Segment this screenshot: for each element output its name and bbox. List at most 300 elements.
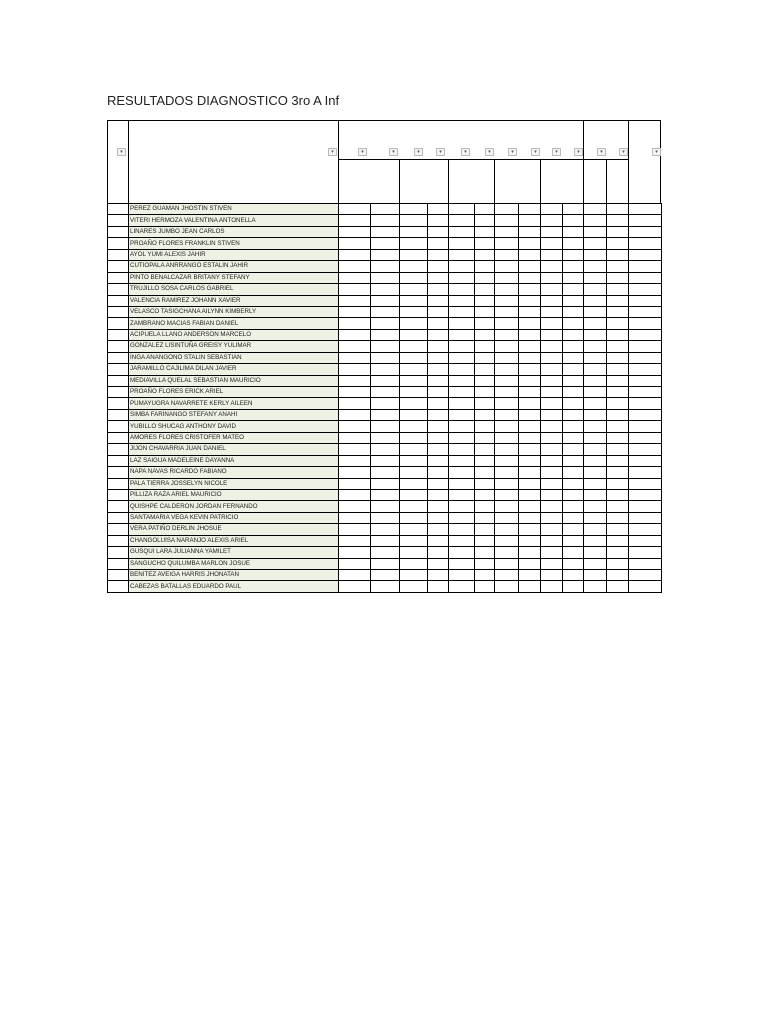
score-cell[interactable] xyxy=(400,284,428,295)
score-cell[interactable] xyxy=(519,421,541,432)
score-cell[interactable] xyxy=(584,398,607,409)
score-cell[interactable] xyxy=(475,535,495,546)
score-cell[interactable] xyxy=(475,558,495,569)
score-cell[interactable] xyxy=(563,501,584,512)
student-name-cell[interactable]: AMORES FLORES CRISTOFER MATEO xyxy=(129,432,339,443)
score-cell[interactable] xyxy=(339,570,371,581)
score-cell[interactable] xyxy=(584,524,607,535)
score-cell[interactable] xyxy=(495,295,519,306)
score-cell[interactable] xyxy=(541,272,563,283)
score-cell[interactable] xyxy=(519,535,541,546)
row-index-cell[interactable] xyxy=(108,558,129,569)
score-cell[interactable] xyxy=(339,272,371,283)
row-index-cell[interactable] xyxy=(108,409,129,420)
score-cell[interactable] xyxy=(428,341,449,352)
score-cell[interactable] xyxy=(428,226,449,237)
score-cell[interactable] xyxy=(563,215,584,226)
score-cell[interactable] xyxy=(371,409,400,420)
score-cell[interactable] xyxy=(371,387,400,398)
score-cell[interactable] xyxy=(495,409,519,420)
score-cell[interactable] xyxy=(400,352,428,363)
score-cell[interactable] xyxy=(449,204,475,215)
score-cell[interactable] xyxy=(584,284,607,295)
score-cell[interactable] xyxy=(629,432,662,443)
row-index-cell[interactable] xyxy=(108,455,129,466)
score-cell[interactable] xyxy=(339,512,371,523)
score-cell[interactable] xyxy=(339,204,371,215)
score-cell[interactable] xyxy=(449,444,475,455)
score-cell[interactable] xyxy=(495,558,519,569)
filter-dropdown-button[interactable]: ▾ xyxy=(508,148,517,156)
score-cell[interactable] xyxy=(519,547,541,558)
score-cell[interactable] xyxy=(629,535,662,546)
score-cell[interactable] xyxy=(563,558,584,569)
score-cell[interactable] xyxy=(495,272,519,283)
student-name-cell[interactable]: PILLIZA RAZA ARIEL MAURICIO xyxy=(129,489,339,500)
score-cell[interactable] xyxy=(371,226,400,237)
score-cell[interactable] xyxy=(563,398,584,409)
score-cell[interactable] xyxy=(400,306,428,317)
row-index-cell[interactable] xyxy=(108,352,129,363)
score-cell[interactable] xyxy=(563,478,584,489)
score-cell[interactable] xyxy=(563,375,584,386)
score-cell[interactable] xyxy=(339,432,371,443)
score-cell[interactable] xyxy=(475,238,495,249)
score-cell[interactable] xyxy=(584,512,607,523)
score-cell[interactable] xyxy=(519,581,541,592)
score-cell[interactable] xyxy=(371,524,400,535)
score-cell[interactable] xyxy=(541,226,563,237)
score-cell[interactable] xyxy=(563,318,584,329)
score-cell[interactable] xyxy=(475,547,495,558)
score-cell[interactable] xyxy=(475,387,495,398)
score-cell[interactable] xyxy=(541,306,563,317)
score-cell[interactable] xyxy=(541,524,563,535)
score-cell[interactable] xyxy=(607,570,629,581)
score-cell[interactable] xyxy=(371,329,400,340)
score-cell[interactable] xyxy=(541,467,563,478)
row-index-cell[interactable] xyxy=(108,478,129,489)
score-cell[interactable] xyxy=(475,409,495,420)
score-cell[interactable] xyxy=(629,375,662,386)
score-cell[interactable] xyxy=(519,249,541,260)
score-cell[interactable] xyxy=(629,581,662,592)
student-name-cell[interactable]: VERA PATIÑO DERLIN JHOSUE xyxy=(129,524,339,535)
score-cell[interactable] xyxy=(428,261,449,272)
score-cell[interactable] xyxy=(607,329,629,340)
score-cell[interactable] xyxy=(428,329,449,340)
student-name-cell[interactable]: BENITEZ AVEIGA HARRIS JHONATAN xyxy=(129,570,339,581)
score-cell[interactable] xyxy=(475,375,495,386)
score-cell[interactable] xyxy=(428,398,449,409)
score-cell[interactable] xyxy=(495,432,519,443)
score-cell[interactable] xyxy=(495,238,519,249)
score-cell[interactable] xyxy=(339,341,371,352)
score-cell[interactable] xyxy=(629,261,662,272)
score-cell[interactable] xyxy=(449,558,475,569)
score-cell[interactable] xyxy=(339,352,371,363)
row-index-cell[interactable] xyxy=(108,547,129,558)
score-cell[interactable] xyxy=(371,455,400,466)
score-cell[interactable] xyxy=(400,467,428,478)
score-cell[interactable] xyxy=(607,318,629,329)
filter-dropdown-button[interactable]: ▾ xyxy=(436,148,445,156)
score-cell[interactable] xyxy=(475,364,495,375)
score-cell[interactable] xyxy=(607,581,629,592)
student-name-cell[interactable]: VELASCO TASIGCHANA AILYNN KIMBERLY xyxy=(129,306,339,317)
score-cell[interactable] xyxy=(541,421,563,432)
score-cell[interactable] xyxy=(428,272,449,283)
student-name-cell[interactable]: PROAÑO FLORES FRANKLIN STIVEN xyxy=(129,238,339,249)
score-cell[interactable] xyxy=(428,501,449,512)
filter-dropdown-button[interactable]: ▾ xyxy=(652,148,661,156)
score-cell[interactable] xyxy=(607,249,629,260)
score-cell[interactable] xyxy=(495,261,519,272)
score-cell[interactable] xyxy=(563,409,584,420)
score-cell[interactable] xyxy=(339,375,371,386)
score-cell[interactable] xyxy=(495,444,519,455)
score-cell[interactable] xyxy=(475,329,495,340)
score-cell[interactable] xyxy=(428,524,449,535)
score-cell[interactable] xyxy=(339,421,371,432)
score-cell[interactable] xyxy=(400,581,428,592)
score-cell[interactable] xyxy=(519,306,541,317)
row-index-cell[interactable] xyxy=(108,512,129,523)
score-cell[interactable] xyxy=(400,535,428,546)
score-cell[interactable] xyxy=(584,352,607,363)
score-cell[interactable] xyxy=(563,352,584,363)
score-cell[interactable] xyxy=(541,364,563,375)
score-cell[interactable] xyxy=(475,467,495,478)
score-cell[interactable] xyxy=(541,409,563,420)
score-cell[interactable] xyxy=(449,284,475,295)
score-cell[interactable] xyxy=(371,444,400,455)
score-cell[interactable] xyxy=(339,409,371,420)
filter-dropdown-button[interactable]: ▾ xyxy=(531,148,540,156)
score-cell[interactable] xyxy=(475,432,495,443)
score-cell[interactable] xyxy=(495,226,519,237)
student-name-cell[interactable]: QUISHPE CALDERON JORDAN FERNANDO xyxy=(129,501,339,512)
score-cell[interactable] xyxy=(400,215,428,226)
score-cell[interactable] xyxy=(428,238,449,249)
score-cell[interactable] xyxy=(584,489,607,500)
score-cell[interactable] xyxy=(371,318,400,329)
score-cell[interactable] xyxy=(519,375,541,386)
score-cell[interactable] xyxy=(475,524,495,535)
score-cell[interactable] xyxy=(449,489,475,500)
score-cell[interactable] xyxy=(428,215,449,226)
score-cell[interactable] xyxy=(400,444,428,455)
score-cell[interactable] xyxy=(519,524,541,535)
score-cell[interactable] xyxy=(339,455,371,466)
score-cell[interactable] xyxy=(541,261,563,272)
score-cell[interactable] xyxy=(541,547,563,558)
score-cell[interactable] xyxy=(475,570,495,581)
score-cell[interactable] xyxy=(449,318,475,329)
score-cell[interactable] xyxy=(584,455,607,466)
score-cell[interactable] xyxy=(607,364,629,375)
score-cell[interactable] xyxy=(607,204,629,215)
score-cell[interactable] xyxy=(449,352,475,363)
score-cell[interactable] xyxy=(449,272,475,283)
score-cell[interactable] xyxy=(339,364,371,375)
row-index-cell[interactable] xyxy=(108,238,129,249)
score-cell[interactable] xyxy=(519,432,541,443)
score-cell[interactable] xyxy=(519,238,541,249)
score-cell[interactable] xyxy=(541,204,563,215)
score-cell[interactable] xyxy=(607,478,629,489)
score-cell[interactable] xyxy=(584,306,607,317)
score-cell[interactable] xyxy=(541,558,563,569)
score-cell[interactable] xyxy=(400,375,428,386)
score-cell[interactable] xyxy=(495,421,519,432)
score-cell[interactable] xyxy=(629,512,662,523)
score-cell[interactable] xyxy=(584,364,607,375)
score-cell[interactable] xyxy=(495,364,519,375)
score-cell[interactable] xyxy=(449,432,475,443)
score-cell[interactable] xyxy=(541,375,563,386)
score-cell[interactable] xyxy=(449,409,475,420)
score-cell[interactable] xyxy=(475,489,495,500)
score-cell[interactable] xyxy=(371,272,400,283)
score-cell[interactable] xyxy=(584,215,607,226)
score-cell[interactable] xyxy=(607,535,629,546)
score-cell[interactable] xyxy=(629,501,662,512)
score-cell[interactable] xyxy=(400,512,428,523)
score-cell[interactable] xyxy=(541,432,563,443)
score-cell[interactable] xyxy=(495,284,519,295)
score-cell[interactable] xyxy=(541,512,563,523)
score-cell[interactable] xyxy=(607,467,629,478)
score-cell[interactable] xyxy=(629,318,662,329)
score-cell[interactable] xyxy=(519,558,541,569)
score-cell[interactable] xyxy=(607,272,629,283)
score-cell[interactable] xyxy=(339,318,371,329)
score-cell[interactable] xyxy=(475,341,495,352)
score-cell[interactable] xyxy=(629,558,662,569)
student-name-cell[interactable]: JIJON CHAVARRIA JUAN DANIEL xyxy=(129,444,339,455)
student-name-cell[interactable]: CUTIOPALA ANRRANGO ESTALIN JAHIR xyxy=(129,261,339,272)
score-cell[interactable] xyxy=(607,387,629,398)
score-cell[interactable] xyxy=(495,547,519,558)
student-name-cell[interactable]: VITERI HERMOZA VALENTINA ANTONELLA xyxy=(129,215,339,226)
row-index-cell[interactable] xyxy=(108,444,129,455)
filter-dropdown-button[interactable]: ▾ xyxy=(485,148,494,156)
score-cell[interactable] xyxy=(339,387,371,398)
score-cell[interactable] xyxy=(475,249,495,260)
score-cell[interactable] xyxy=(541,329,563,340)
score-cell[interactable] xyxy=(519,409,541,420)
score-cell[interactable] xyxy=(449,398,475,409)
filter-dropdown-button[interactable]: ▾ xyxy=(414,148,423,156)
score-cell[interactable] xyxy=(584,409,607,420)
score-cell[interactable] xyxy=(428,364,449,375)
score-cell[interactable] xyxy=(584,421,607,432)
score-cell[interactable] xyxy=(475,501,495,512)
score-cell[interactable] xyxy=(449,295,475,306)
score-cell[interactable] xyxy=(428,478,449,489)
score-cell[interactable] xyxy=(449,501,475,512)
score-cell[interactable] xyxy=(475,295,495,306)
score-cell[interactable] xyxy=(629,444,662,455)
score-cell[interactable] xyxy=(629,455,662,466)
score-cell[interactable] xyxy=(584,261,607,272)
student-name-cell[interactable]: PUMAYUGRA NAVARRETE KERLY AILEEN xyxy=(129,398,339,409)
score-cell[interactable] xyxy=(428,306,449,317)
score-cell[interactable] xyxy=(584,249,607,260)
score-cell[interactable] xyxy=(339,547,371,558)
score-cell[interactable] xyxy=(428,432,449,443)
score-cell[interactable] xyxy=(629,329,662,340)
score-cell[interactable] xyxy=(607,238,629,249)
score-cell[interactable] xyxy=(428,284,449,295)
score-cell[interactable] xyxy=(495,398,519,409)
score-cell[interactable] xyxy=(629,364,662,375)
score-cell[interactable] xyxy=(428,467,449,478)
score-cell[interactable] xyxy=(371,398,400,409)
student-name-cell[interactable]: NAPA NAVAS RICARDO FABIANO xyxy=(129,467,339,478)
score-cell[interactable] xyxy=(607,409,629,420)
student-name-cell[interactable]: MEDIAVILLA QUELAL SEBASTIAN MAURICIO xyxy=(129,375,339,386)
score-cell[interactable] xyxy=(400,489,428,500)
score-cell[interactable] xyxy=(371,261,400,272)
score-cell[interactable] xyxy=(563,581,584,592)
score-cell[interactable] xyxy=(607,375,629,386)
score-cell[interactable] xyxy=(371,238,400,249)
score-cell[interactable] xyxy=(371,478,400,489)
score-cell[interactable] xyxy=(584,238,607,249)
student-name-cell[interactable]: YUBILLO SHUCAG ANTHONY DAVID xyxy=(129,421,339,432)
score-cell[interactable] xyxy=(584,558,607,569)
score-cell[interactable] xyxy=(428,421,449,432)
score-cell[interactable] xyxy=(475,261,495,272)
score-cell[interactable] xyxy=(475,306,495,317)
student-name-cell[interactable]: LAZ SAIGUA MADELEINE DAYANNA xyxy=(129,455,339,466)
row-index-cell[interactable] xyxy=(108,306,129,317)
score-cell[interactable] xyxy=(428,489,449,500)
filter-dropdown-button[interactable]: ▾ xyxy=(574,148,583,156)
score-cell[interactable] xyxy=(495,478,519,489)
score-cell[interactable] xyxy=(629,524,662,535)
row-index-cell[interactable] xyxy=(108,398,129,409)
score-cell[interactable] xyxy=(371,535,400,546)
score-cell[interactable] xyxy=(400,547,428,558)
student-name-cell[interactable]: GONZALEZ LISINTUÑA GREISY YULIMAR xyxy=(129,341,339,352)
score-cell[interactable] xyxy=(607,215,629,226)
score-cell[interactable] xyxy=(541,387,563,398)
row-index-cell[interactable] xyxy=(108,226,129,237)
score-cell[interactable] xyxy=(563,524,584,535)
score-cell[interactable] xyxy=(371,512,400,523)
score-cell[interactable] xyxy=(541,444,563,455)
score-cell[interactable] xyxy=(339,249,371,260)
score-cell[interactable] xyxy=(495,570,519,581)
score-cell[interactable] xyxy=(449,524,475,535)
score-cell[interactable] xyxy=(519,295,541,306)
score-cell[interactable] xyxy=(584,570,607,581)
score-cell[interactable] xyxy=(371,558,400,569)
score-cell[interactable] xyxy=(584,387,607,398)
student-name-cell[interactable]: SIMBA FARINANGO STEFANY ANAHI xyxy=(129,409,339,420)
score-cell[interactable] xyxy=(475,215,495,226)
score-cell[interactable] xyxy=(607,226,629,237)
score-cell[interactable] xyxy=(400,570,428,581)
student-name-cell[interactable]: SANGUCHO QUILUMBA MARLON JOSUE xyxy=(129,558,339,569)
score-cell[interactable] xyxy=(563,570,584,581)
score-cell[interactable] xyxy=(400,409,428,420)
row-index-cell[interactable] xyxy=(108,467,129,478)
score-cell[interactable] xyxy=(563,238,584,249)
student-name-cell[interactable]: INGA ANANGONO STALIN SEBASTIAN xyxy=(129,352,339,363)
student-name-cell[interactable]: PEREZ GUAMAN JHOSTIN STIVEN xyxy=(129,204,339,215)
score-cell[interactable] xyxy=(519,215,541,226)
score-cell[interactable] xyxy=(428,547,449,558)
score-cell[interactable] xyxy=(519,272,541,283)
row-index-cell[interactable] xyxy=(108,501,129,512)
score-cell[interactable] xyxy=(563,272,584,283)
score-cell[interactable] xyxy=(584,318,607,329)
score-cell[interactable] xyxy=(339,501,371,512)
score-cell[interactable] xyxy=(629,226,662,237)
score-cell[interactable] xyxy=(519,329,541,340)
score-cell[interactable] xyxy=(495,318,519,329)
score-cell[interactable] xyxy=(607,512,629,523)
score-cell[interactable] xyxy=(607,352,629,363)
score-cell[interactable] xyxy=(371,284,400,295)
score-cell[interactable] xyxy=(400,398,428,409)
score-cell[interactable] xyxy=(339,444,371,455)
score-cell[interactable] xyxy=(400,558,428,569)
score-cell[interactable] xyxy=(563,284,584,295)
row-index-cell[interactable] xyxy=(108,524,129,535)
score-cell[interactable] xyxy=(629,215,662,226)
score-cell[interactable] xyxy=(449,478,475,489)
score-cell[interactable] xyxy=(371,204,400,215)
score-cell[interactable] xyxy=(584,329,607,340)
score-cell[interactable] xyxy=(400,204,428,215)
score-cell[interactable] xyxy=(400,524,428,535)
score-cell[interactable] xyxy=(563,364,584,375)
student-name-cell[interactable]: PROAÑO FLORES ERICK ARIEL xyxy=(129,387,339,398)
score-cell[interactable] xyxy=(339,478,371,489)
score-cell[interactable] xyxy=(449,421,475,432)
score-cell[interactable] xyxy=(449,261,475,272)
score-cell[interactable] xyxy=(607,306,629,317)
score-cell[interactable] xyxy=(495,524,519,535)
score-cell[interactable] xyxy=(584,272,607,283)
score-cell[interactable] xyxy=(629,387,662,398)
score-cell[interactable] xyxy=(475,272,495,283)
score-cell[interactable] xyxy=(449,306,475,317)
score-cell[interactable] xyxy=(495,329,519,340)
row-index-cell[interactable] xyxy=(108,432,129,443)
score-cell[interactable] xyxy=(629,421,662,432)
score-cell[interactable] xyxy=(339,306,371,317)
score-cell[interactable] xyxy=(563,341,584,352)
score-cell[interactable] xyxy=(519,501,541,512)
score-cell[interactable] xyxy=(563,261,584,272)
row-index-cell[interactable] xyxy=(108,215,129,226)
score-cell[interactable] xyxy=(400,364,428,375)
score-cell[interactable] xyxy=(475,421,495,432)
score-cell[interactable] xyxy=(371,467,400,478)
score-cell[interactable] xyxy=(339,295,371,306)
score-cell[interactable] xyxy=(371,421,400,432)
score-cell[interactable] xyxy=(339,284,371,295)
row-index-cell[interactable] xyxy=(108,284,129,295)
student-name-cell[interactable]: TRUJILLO SOSA CARLOS GABRIEL xyxy=(129,284,339,295)
score-cell[interactable] xyxy=(400,455,428,466)
